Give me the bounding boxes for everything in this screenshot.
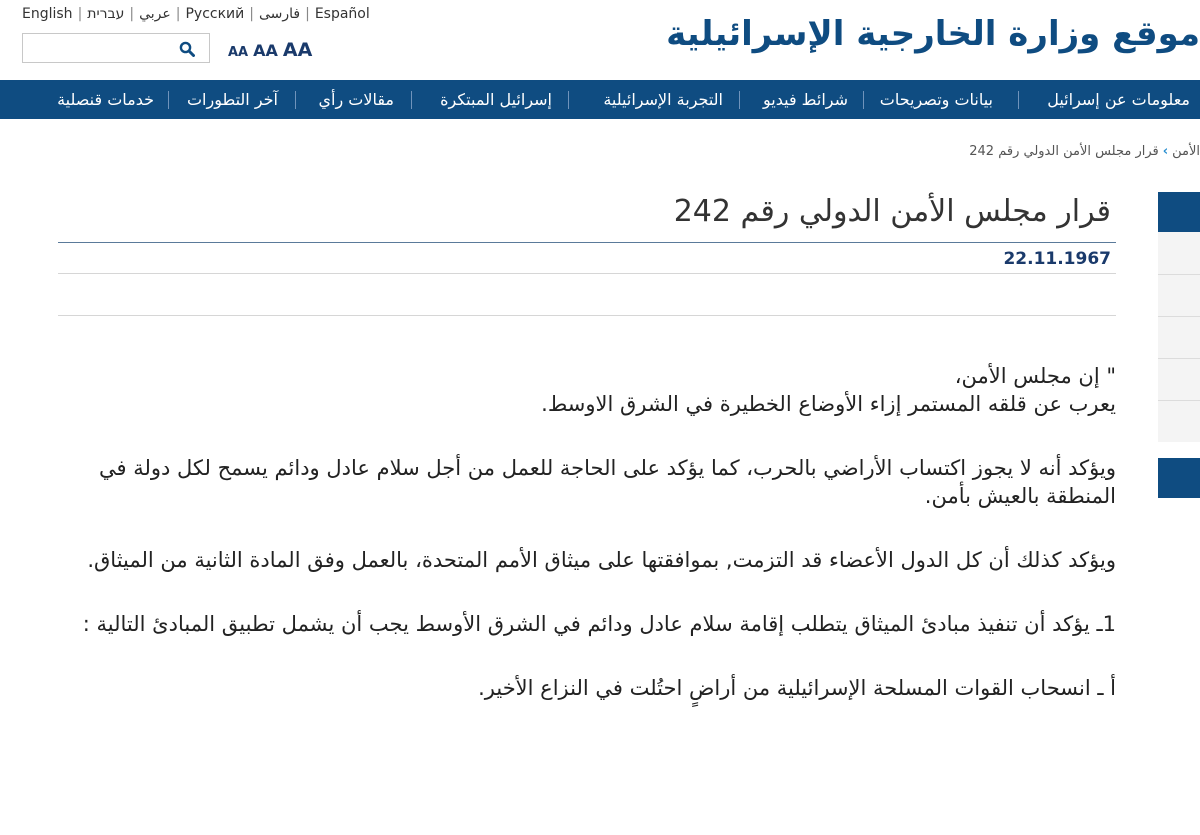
lang-arabic[interactable]: عربي bbox=[139, 6, 171, 22]
lang-separator: | bbox=[77, 6, 83, 22]
date-divider bbox=[58, 273, 1116, 274]
nav-item-statements[interactable]: بيانات وتصريحات bbox=[879, 90, 993, 109]
font-size-controls bbox=[228, 39, 317, 61]
breadcrumb-parent-link[interactable]: الأمن bbox=[1172, 144, 1200, 159]
nav-separator bbox=[168, 91, 169, 109]
lang-english[interactable]: English bbox=[22, 6, 73, 22]
nav-separator bbox=[1018, 91, 1019, 109]
nav-item-israeli-experience[interactable]: التجربة الإسرائيلية bbox=[603, 90, 723, 109]
nav-item-latest-news[interactable]: آخر التطورات bbox=[186, 90, 278, 109]
lang-farsi[interactable]: فارسی bbox=[258, 6, 301, 22]
nav-item-opinion[interactable]: مقالات رأي bbox=[318, 90, 394, 109]
font-size-large-button[interactable]: AA bbox=[282, 39, 313, 61]
sidebar-divider bbox=[1158, 274, 1200, 275]
sidebar-divider bbox=[1158, 358, 1200, 359]
page-title: قرار مجلس الأمن الدولي رقم 242 bbox=[673, 194, 1111, 229]
article-paragraph: 1ـ يؤكد أن تنفيذ مبادئ الميثاق يتطلب إقامة سلام عادل ودائم في الشرق الأوسط يجب أن يشمل تطبيق المبادئ التالية : bbox=[82, 612, 1116, 636]
nav-separator bbox=[295, 91, 296, 109]
sidebar-tab-header[interactable] bbox=[1158, 192, 1200, 232]
lang-separator: | bbox=[129, 6, 135, 22]
sidebar-divider bbox=[1158, 400, 1200, 401]
article-body bbox=[58, 362, 1116, 738]
breadcrumb bbox=[969, 144, 1200, 159]
breadcrumb-current: قرار مجلس الأمن الدولي رقم 242 bbox=[969, 144, 1159, 159]
nav-separator bbox=[411, 91, 412, 109]
lang-separator: | bbox=[175, 6, 181, 22]
sidebar-divider bbox=[1158, 316, 1200, 317]
article-paragraph: ويؤكد أنه لا يجوز اكتساب الأراضي بالحرب، كما يؤكد على الحاجة للعمل من أجل سلام عادل ودائم يسمح لكل دولة في المنطقة بالعيش بأمن. bbox=[98, 456, 1116, 508]
article-date: 22.11.1967 bbox=[1003, 249, 1111, 269]
nav-item-videos[interactable]: شرائط فيديو bbox=[763, 90, 848, 109]
font-size-medium-button[interactable]: AA bbox=[253, 41, 278, 60]
nav-item-consular-services[interactable]: خدمات قنصلية bbox=[57, 90, 154, 109]
nav-separator bbox=[863, 91, 864, 109]
site-title[interactable]: موقع وزارة الخارجية الإسرائيلية bbox=[666, 14, 1200, 54]
font-size-small-button[interactable]: AA bbox=[228, 45, 249, 60]
nav-item-about-israel[interactable]: معلومات عن إسرائيل bbox=[1047, 90, 1190, 109]
nav-separator bbox=[739, 91, 740, 109]
sidebar-tab-secondary[interactable] bbox=[1158, 458, 1200, 498]
language-bar bbox=[22, 6, 370, 22]
sidebar-panel bbox=[1158, 232, 1200, 442]
lang-spanish[interactable]: Español bbox=[314, 6, 370, 22]
search-icon[interactable] bbox=[179, 41, 195, 57]
search-box bbox=[22, 33, 210, 63]
article-paragraph: ويؤكد كذلك أن كل الدول الأعضاء قد التزمت, بموافقتها على ميثاق الأمم المتحدة، بالعمل وفق المادة الثانية من الميثاق. bbox=[87, 548, 1116, 572]
article-paragraph: أ ـ انسحاب القوات المسلحة الإسرائيلية من أراضٍ احتُلت في النزاع الأخير. bbox=[478, 676, 1116, 700]
breadcrumb-arrow-icon: › bbox=[1162, 144, 1169, 159]
article-paragraph: " إن مجلس الأمن، يعرب عن قلقه المستمر إزاء الأوضاع الخطيرة في الشرق الاوسط. bbox=[541, 364, 1116, 416]
content-divider bbox=[58, 315, 1116, 316]
title-divider bbox=[58, 242, 1116, 243]
nav-item-innovative-israel[interactable]: إسرائيل المبتكرة bbox=[440, 90, 552, 109]
nav-separator bbox=[568, 91, 569, 109]
lang-russian[interactable]: Русский bbox=[185, 6, 245, 22]
main-nav bbox=[0, 80, 1200, 119]
lang-separator: | bbox=[249, 6, 254, 22]
lang-hebrew[interactable]: עברית bbox=[87, 6, 125, 22]
lang-separator: | bbox=[305, 6, 310, 22]
search-input[interactable] bbox=[27, 38, 171, 60]
